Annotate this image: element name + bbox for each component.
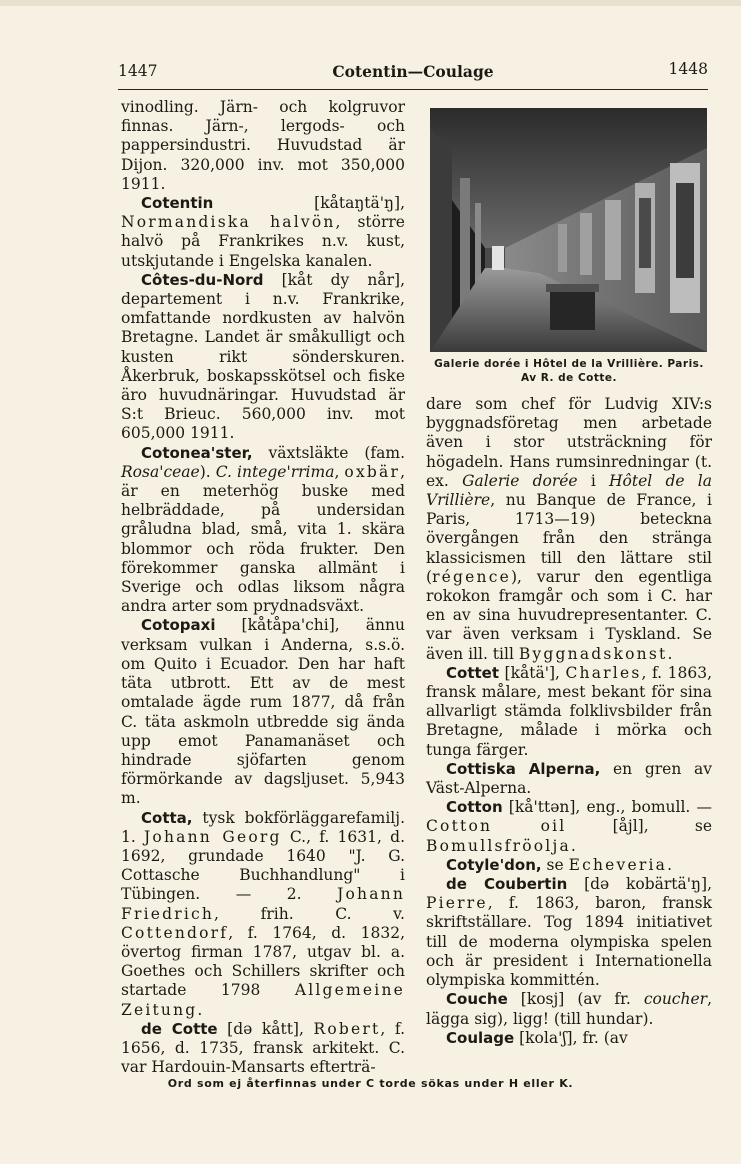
figure-caption: Galerie dorée i Hôtel de la Vrillière. Paris. Av R. de Cotte. xyxy=(434,358,704,384)
page-edge xyxy=(0,0,741,6)
entry-cotentin: Cotentin [kåtaŋtä'ŋ], Normandiska halvön, större halvö på Frankrikes n.v. kust, utskjutande i Engelska kanalen. xyxy=(121,194,405,270)
headword: de Coubertin xyxy=(446,875,568,894)
headword: Cottet xyxy=(446,663,499,682)
entry-cotta: Cotta, tysk bokförläggarefamilj. 1. Johann Georg C., f. 1631, d. 1692, grundade 1640 "J. G. Cottasche Buchhandlung" i Tübingen. — 2. Johann Friedrich, frih. C. v. Cottendorf, f. 1764, d. 1832, övertog firman 1787, utgav bl. a. Goethes och Schillers skrifter och startade 1798 Allgemeine Zeitung. xyxy=(121,808,406,1019)
footer-note: Ord som ej återfinnas under C torde sökas under H eller K. xyxy=(167,1077,574,1090)
running-header xyxy=(118,60,708,84)
headword: Cotonea'ster, xyxy=(141,443,253,462)
headword: Cotton xyxy=(446,798,503,817)
entry-cotton: Cotton [kå'ttən], eng., bomull. — Cotton oil [åjl], se Bomullsfröolja. xyxy=(426,798,712,855)
left-column xyxy=(121,98,405,1077)
headword: Cotopaxi xyxy=(141,616,216,635)
page-number-right: 1448 xyxy=(668,60,708,78)
page-number-left: 1447 xyxy=(118,62,158,80)
headword: Côtes-du-Nord xyxy=(141,270,264,289)
entry-de-cotte-continued: dare som chef för Ludvig XIV:s byggnadsföretag men arbetade även i stor utsträckning för högadeln. Hans rumsinredningar (t. ex. Galerie dorée i Hôtel de la Vrillière, nu Banque de France, i Paris, 1713—19) beteckna övergången från den stränga klassicismen till den lättare stil (régence), varur den egentliga rokokon framgår och som i C. har en av sina huvudrepresentanter. C. var även verksam i Tyskland. Se även ill. till Byggnadskonst. xyxy=(426,395,712,663)
entry-de-cotte: de Cotte [də kått], Robert, f. 1656, d. 1735, fransk arkitekt. C. var Hardouin-Mansarts efterträ- xyxy=(121,1019,405,1077)
headword: Cotentin xyxy=(141,194,214,213)
entry-cottet: Cottet [kåtä'], Charles, f. 1863, fransk målare, mest bekant för sina allvarligt stämda folklivsbilder från Bretagne, målade i mörka och tunga färger. xyxy=(426,663,712,759)
headword: de Cotte xyxy=(141,1019,218,1038)
entry-cottiska-alperna: Cottiska Alperna, en gren av Väst-Alperna. xyxy=(426,759,712,798)
entry-cotoneaster: Cotonea'ster, växtsläkte (fam. Rosa'ceae). C. intege'rrima, oxbär, är en meterhög buske med helbräddade, på undersidan gråludna blad, små, vita 1. skära blommor och röda frukter. Den förekommer ganska allmänt i Sverige och odlas liksom några andra arter som prydnadsväxt. xyxy=(121,443,405,616)
entry-cotopaxi: Cotopaxi [kåtåpa'chi], ännu verksam vulkan i Anderna, s.s.ö. om Quito i Ecuador. Den har haft täta utbrott. Ett av de mest omtalade ägde rum 1877, då från C. täta askmoln utbredde sig ända upp emot Panamanäset och hindrade sjöfarten genom förmörkande av dagsljuset. 5,943 m. xyxy=(121,616,405,808)
headword: Cotta, xyxy=(141,808,193,827)
header-rule xyxy=(118,89,708,90)
entry-couche: Couche [kosj] (av fr. coucher, lägga sig), ligg! (till hundar). xyxy=(426,990,712,1028)
right-column xyxy=(426,395,712,1048)
headword: Cottiska Alperna, xyxy=(446,759,601,778)
entry-coulage: Coulage [kola'ʃ], fr. (av xyxy=(446,1028,628,1047)
headword: Coulage xyxy=(446,1028,515,1047)
headword: Cotyle'don, xyxy=(446,855,542,874)
entry-cotes-du-nord: Côtes-du-Nord [kåt dy når], departement i n.v. Frankrike, omfattande nordkusten av halvön Bretagne. Landet är småkulligt och kusten rikt sönderskuren. Åkerbruk, boskapsskötsel och fiske äro huvudnäringar. Huvudstad är S:t Brieuc. 560,000 inv. mot 605,000 1911. xyxy=(121,270,405,443)
running-title: Cotentin—Coulage xyxy=(332,62,494,81)
entry-de-coubertin: de Coubertin [də kobärtä'ŋ], Pierre, f. 1863, baron, fransk skriftställare. Tog 1894 initiativet till de moderna olympiska spelen och är president i Internationella olympiska kommittén. xyxy=(426,875,712,990)
headword: Couche xyxy=(446,990,508,1009)
entry-cotyledon: Cotyle'don, se Echeveria. xyxy=(446,855,673,874)
gallery-photograph xyxy=(430,108,707,352)
entry-continuation: vinodling. Järn- och kolgruvor finnas. Järn-, lergods- och pappersindustri. Huvudstad är Dijon. 320,000 inv. mot 350,000 1911. xyxy=(121,98,405,193)
